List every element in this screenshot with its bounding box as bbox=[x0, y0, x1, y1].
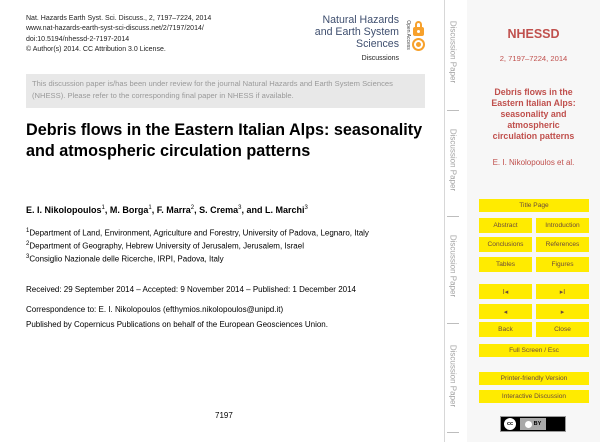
attribution-icon bbox=[520, 418, 546, 430]
interactive-discussion-button[interactable]: Interactive Discussion bbox=[479, 390, 589, 403]
panel-journal-acronym: NHESSD bbox=[507, 27, 560, 41]
author-separator: , bbox=[104, 205, 110, 215]
tables-button[interactable]: Tables bbox=[479, 257, 532, 272]
author-name: S. Crema bbox=[199, 205, 239, 215]
divider-label-text: Discussion Paper bbox=[448, 344, 458, 408]
cc-by-license-badge[interactable] bbox=[500, 416, 566, 432]
panel-title-line: Eastern Italian Alps: bbox=[491, 98, 576, 109]
journal-subtitle: Discussions bbox=[361, 55, 399, 62]
journal-name-line: Sciences bbox=[356, 38, 399, 51]
citation-url[interactable]: www.nat-hazards-earth-syst-sci-discuss.net/2/7197/2014/ bbox=[26, 25, 204, 33]
title-page-button[interactable]: Title Page bbox=[479, 199, 589, 212]
author-separator: , and bbox=[241, 205, 266, 215]
review-notice: This discussion paper is/has been under review for the journal Natural Hazards and Earth System Sciences (NHESS). Please refer to the corresponding final paper in NHESS if available. bbox=[26, 74, 425, 108]
last-page-icon[interactable]: ▸I bbox=[536, 284, 589, 299]
license-by-text: BY bbox=[533, 421, 542, 427]
author-name: F. Marra bbox=[156, 205, 191, 215]
open-access-text: Open Access bbox=[405, 20, 411, 50]
affiliation-number: 2 bbox=[26, 240, 30, 247]
divider-label-text: Discussion Paper bbox=[448, 128, 458, 192]
divider-label-text: Discussion Paper bbox=[448, 234, 458, 298]
citation-block bbox=[26, 14, 211, 55]
citation-line: Nat. Hazards Earth Syst. Sci. Discuss., 2, 7197–7224, 2014 bbox=[26, 15, 212, 22]
author-list bbox=[26, 205, 308, 215]
open-access-label bbox=[404, 18, 412, 52]
panel-title-line: Debris flows in the bbox=[494, 87, 573, 97]
affiliation-text: Department of Land, Environment, Agriculture and Forestry, University of Padova, Legnaro, Italy bbox=[29, 228, 369, 238]
author-name: L. Marchi bbox=[265, 205, 305, 215]
divider-separator bbox=[447, 216, 459, 217]
first-page-icon[interactable]: I◂ bbox=[479, 284, 532, 299]
panel-author: E. I. Nikolopoulos et al. bbox=[492, 158, 575, 167]
author-separator: , bbox=[194, 205, 200, 215]
correspondence: Correspondence to: E. I. Nikolopoulos (efthymios.nikolopoulos@unipd.it) bbox=[26, 305, 284, 314]
close-button[interactable]: Close bbox=[536, 322, 589, 337]
author-affiliation-mark: 1 bbox=[101, 205, 105, 211]
discussion-paper-divider bbox=[440, 0, 467, 442]
back-button[interactable]: Back bbox=[479, 322, 532, 337]
previous-page-icon[interactable]: ◂ bbox=[479, 304, 532, 319]
citation-license: © Author(s) 2014. CC Attribution 3.0 License. bbox=[26, 45, 166, 53]
author-name: E. I. Nikolopoulos bbox=[26, 205, 102, 215]
divider-separator bbox=[447, 110, 459, 111]
figures-button[interactable]: Figures bbox=[536, 257, 589, 272]
person-icon bbox=[525, 421, 532, 428]
affiliation-text: Consiglio Nazionale delle Ricerche, IRPI, Padova, Italy bbox=[29, 254, 224, 264]
panel-title-line: seasonality and bbox=[500, 109, 567, 120]
author-affiliation-mark: 2 bbox=[190, 205, 195, 211]
author-separator: , bbox=[151, 205, 157, 215]
panel-title-line: circulation patterns bbox=[492, 131, 575, 142]
author-name: M. Borga bbox=[109, 205, 149, 215]
author-affiliation-mark: 1 bbox=[148, 205, 152, 211]
paper-title: Debris flows in the Eastern Italian Alps: seasonality and atmospheric circulation patterns bbox=[26, 121, 423, 160]
conclusions-button[interactable]: Conclusions bbox=[479, 237, 532, 252]
printer-friendly-button[interactable]: Printer-friendly Version bbox=[479, 372, 589, 385]
page-number: 7197 bbox=[215, 411, 233, 420]
citation-doi[interactable]: doi:10.5194/nhessd-2-7197-2014 bbox=[26, 35, 130, 43]
affiliation bbox=[26, 226, 425, 239]
affiliation-number: 3 bbox=[26, 253, 30, 260]
panel-title-line: atmospheric bbox=[507, 120, 560, 131]
introduction-button[interactable]: Introduction bbox=[536, 218, 589, 233]
references-button[interactable]: References bbox=[536, 237, 589, 252]
author-affiliation-mark: 3 bbox=[304, 205, 308, 211]
divider-label-text: Discussion Paper bbox=[448, 20, 458, 84]
affiliation-list bbox=[26, 226, 425, 265]
journal-logo bbox=[297, 14, 425, 70]
divider-separator bbox=[447, 432, 459, 433]
journal-name bbox=[301, 14, 399, 51]
panel-paper-title bbox=[467, 87, 600, 142]
author-affiliation-mark: 3 bbox=[238, 205, 242, 211]
divider-separator bbox=[447, 323, 459, 324]
navigation-panel bbox=[467, 0, 600, 442]
affiliation-text: Department of Geography, Hebrew University of Jerusalem, Jerusalem, Israel bbox=[29, 241, 304, 251]
publisher-note: Published by Copernicus Publications on behalf of the European Geosciences Union. bbox=[26, 320, 328, 329]
journal-name-line: Natural Hazards bbox=[322, 14, 399, 26]
affiliation bbox=[26, 239, 425, 252]
open-access-lock-icon bbox=[413, 21, 424, 36]
creative-commons-icon: cc bbox=[503, 417, 517, 431]
received-dates: Received: 29 September 2014 – Accepted: 9 November 2014 – Published: 1 December 2014 bbox=[26, 285, 356, 294]
journal-name-line: and Earth System bbox=[314, 26, 399, 39]
affiliation bbox=[26, 252, 425, 265]
affiliation-number: 1 bbox=[26, 228, 30, 234]
open-access-badge-icon bbox=[412, 38, 425, 51]
panel-volume: 2, 7197–7224, 2014 bbox=[499, 54, 568, 63]
full-screen-button[interactable]: Full Screen / Esc bbox=[479, 344, 589, 357]
next-page-icon[interactable]: ▸ bbox=[536, 304, 589, 319]
abstract-button[interactable]: Abstract bbox=[479, 218, 532, 233]
